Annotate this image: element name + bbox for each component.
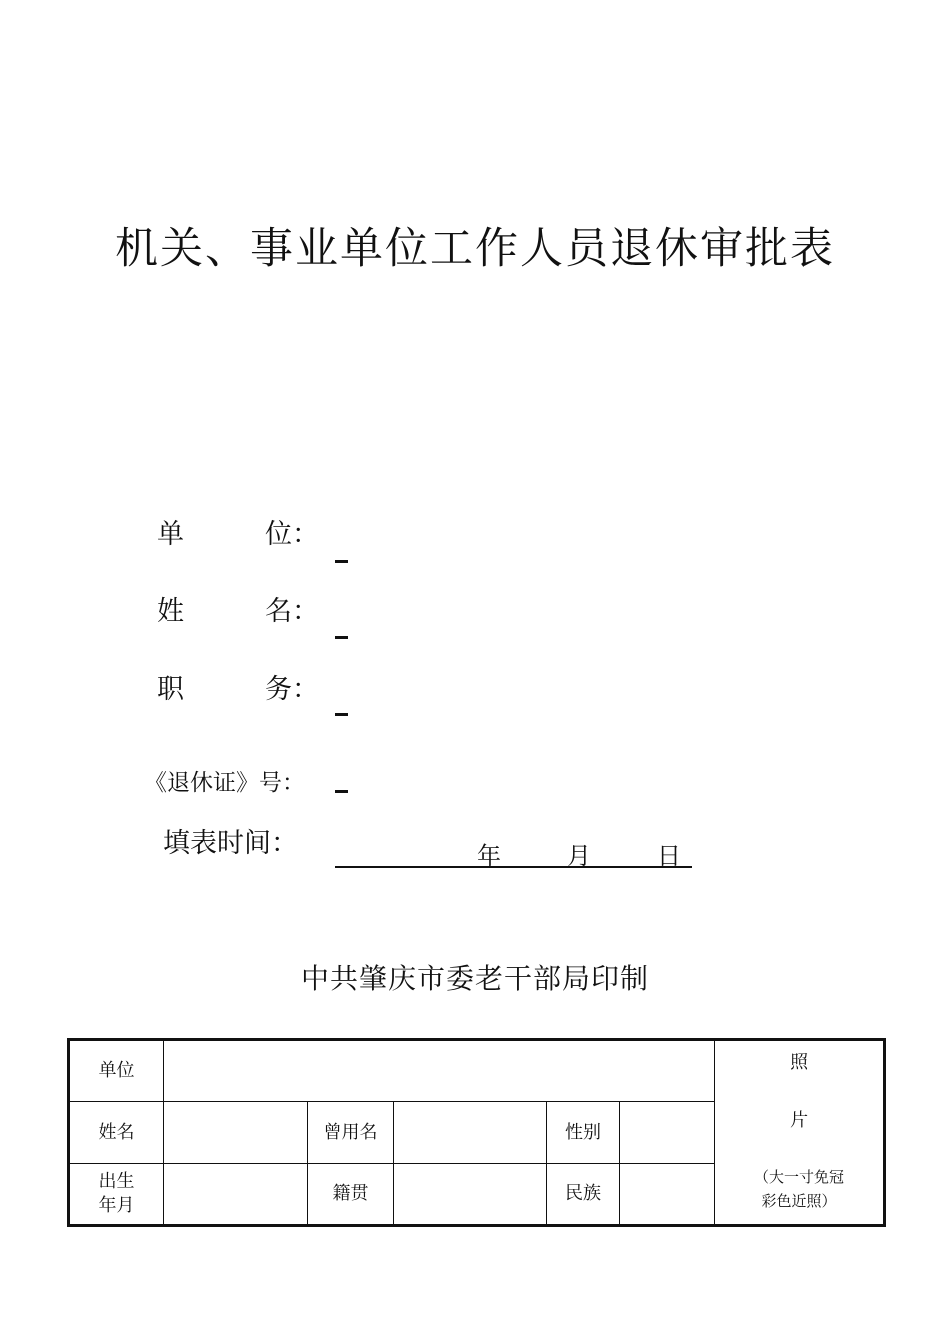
ethnicity-value-cell[interactable] xyxy=(620,1164,715,1226)
unit-value-cell[interactable] xyxy=(164,1040,715,1102)
name-field-line[interactable] xyxy=(335,636,348,639)
publisher-line: 中共肇庆市委老干部局印制 xyxy=(300,962,649,995)
former-name-label-cell: 曾用名 xyxy=(308,1102,394,1164)
photo-note xyxy=(715,1165,883,1213)
date-day-word: 日 xyxy=(657,842,681,870)
date-year-word: 年 xyxy=(477,842,501,870)
fill-date-line[interactable] xyxy=(335,866,692,868)
native-place-value-cell[interactable] xyxy=(394,1164,547,1226)
photo-box[interactable] xyxy=(715,1040,885,1226)
birth-label-line-1: 出生 xyxy=(98,1171,135,1192)
fill-date-label: 填表时间： xyxy=(163,828,298,859)
document-title: 机关、事业单位工作人员退休审批表 xyxy=(115,224,835,274)
position-field-label: 职 务： xyxy=(157,674,319,705)
photo-note-line-1: （大一寸免冠 xyxy=(754,1168,845,1186)
photo-label-2: 片 xyxy=(790,1110,809,1131)
birth-label-line-2: 年月 xyxy=(98,1195,135,1216)
certificate-field-line[interactable] xyxy=(335,790,348,793)
native-place-label-cell: 籍贯 xyxy=(308,1164,394,1226)
date-month-word: 月 xyxy=(567,842,591,870)
birth-label-cell xyxy=(69,1164,164,1226)
certificate-field-label: 《退休证》号： xyxy=(144,770,305,796)
personal-info-table xyxy=(67,1038,886,1227)
name-field-label: 姓 名： xyxy=(157,596,319,627)
name-label-cell: 姓名 xyxy=(69,1102,164,1164)
photo-label-1: 照 xyxy=(790,1052,809,1073)
position-field-line[interactable] xyxy=(335,713,348,716)
gender-label-cell: 性别 xyxy=(547,1102,620,1164)
unit-field-line[interactable] xyxy=(335,560,348,563)
unit-field-label: 单 位： xyxy=(157,519,319,550)
photo-note-line-2: 彩色近照） xyxy=(761,1192,837,1210)
former-name-value-cell[interactable] xyxy=(394,1102,547,1164)
ethnicity-label-cell: 民族 xyxy=(547,1164,620,1226)
gender-value-cell[interactable] xyxy=(620,1102,715,1164)
unit-label-cell: 单位 xyxy=(69,1040,164,1102)
name-value-cell[interactable] xyxy=(164,1102,308,1164)
birth-value-cell[interactable] xyxy=(164,1164,308,1226)
